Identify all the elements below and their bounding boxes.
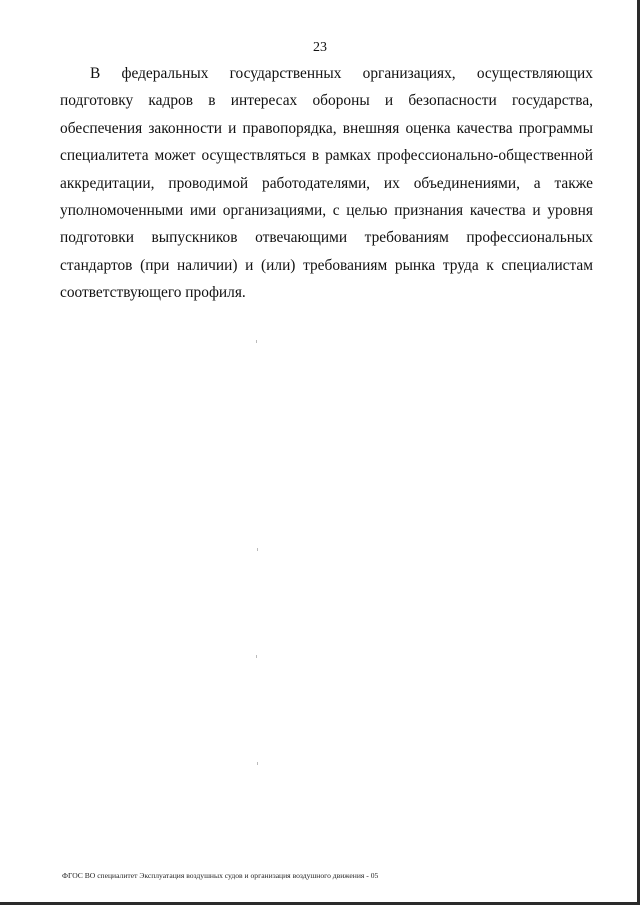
scan-speck: [256, 340, 257, 343]
scan-speck: [257, 548, 258, 551]
scan-speck: [257, 762, 258, 765]
body-paragraph: В федеральных государственных организациях, осуществляющих подготовку кадров в интересах обороны и безопасности государства, обеспечения законности и правопорядка, внешняя оценка качества программы специалитета может осуществляться в рамках профессионально-общественной аккредитации, проводимой работодателями, их объединениями, а также уполномоченными ими организациями, с целью признания качества и уровня подготовки выпускников отвечающими требованиям профессиональных стандартов (при наличии) и (или) требованиям рынка труда к специалистам соответствующего профиля.: [60, 65, 593, 302]
page-number: 23: [313, 40, 327, 55]
page-footer: ФГОС ВО специалитет Эксплуатация воздушных судов и организация воздушного движения - 05: [62, 871, 379, 880]
scan-speck: [256, 655, 257, 658]
